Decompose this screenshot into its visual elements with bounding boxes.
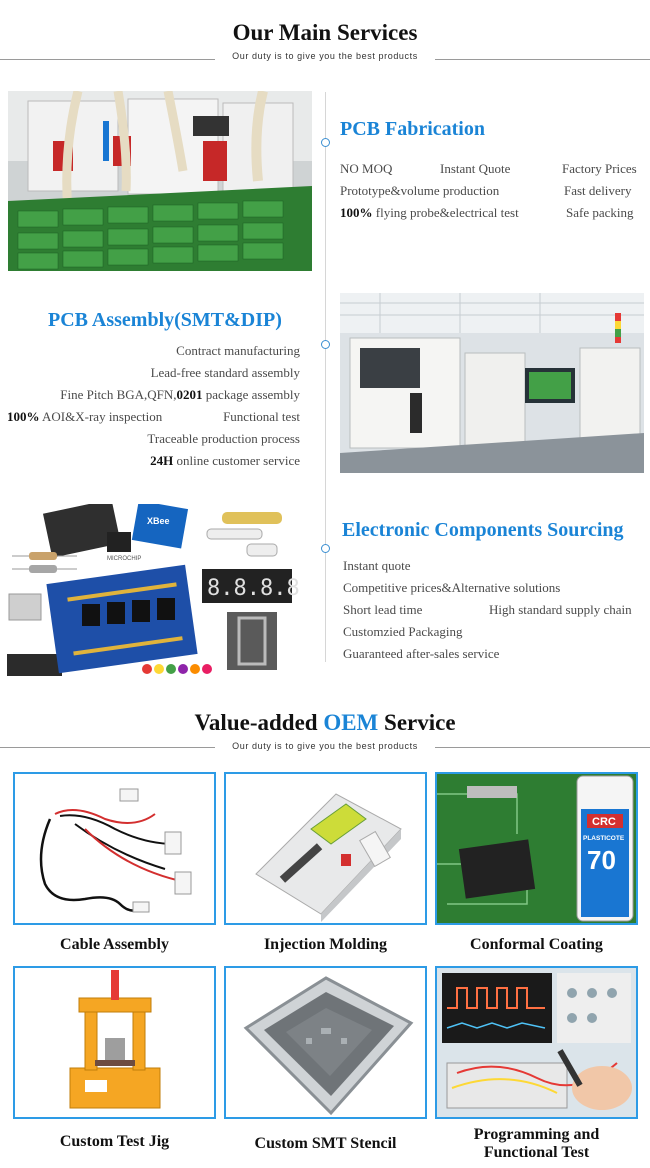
pcb-assembly-heading: PCB Assembly(SMT&DIP) bbox=[48, 309, 282, 332]
feature-aoi-xray: 100% AOI&X-ray inspection bbox=[7, 409, 163, 424]
pcb-assembly-photo bbox=[340, 293, 644, 473]
card-programming-functional-test-label: Programming and Functional Test bbox=[473, 1126, 600, 1161]
feature-flying-probe: 100% flying probe&electrical test bbox=[340, 205, 519, 220]
oem-subtitle: Our duty is to give you the best products bbox=[232, 741, 418, 751]
divider-right bbox=[435, 747, 650, 748]
timeline-line bbox=[325, 92, 326, 662]
can-product-label: PLASTICOTE bbox=[583, 835, 625, 842]
card-conformal-coating-label: Conformal Coating bbox=[470, 936, 603, 953]
feature-fine-pitch: Fine Pitch BGA,QFN,0201 package assembly bbox=[60, 387, 300, 402]
card-injection-molding[interactable] bbox=[224, 772, 427, 925]
card-cable-assembly-label: Cable Assembly bbox=[60, 936, 169, 953]
feature-24h-service: 24H online customer service bbox=[150, 453, 300, 468]
card-conformal-coating[interactable] bbox=[435, 772, 638, 925]
feature-customized-packaging: Customzied Packaging bbox=[343, 624, 463, 639]
xbee-label: XBee bbox=[147, 516, 170, 526]
feature-fast-delivery: Fast delivery bbox=[564, 183, 632, 198]
can-brand-label: CRC bbox=[592, 816, 616, 828]
timeline-dot bbox=[321, 340, 330, 349]
card-injection-molding-label: Injection Molding bbox=[263, 936, 388, 953]
divider-left bbox=[0, 747, 215, 748]
feature-competitive-prices: Competitive prices&Alternative solutions bbox=[343, 580, 561, 595]
feature-lead-free: Lead-free standard assembly bbox=[150, 365, 300, 380]
card-custom-test-jig-label: Custom Test Jig bbox=[59, 1133, 170, 1150]
can-number-label: 70 bbox=[587, 845, 616, 875]
feature-prototype-volume: Prototype&volume production bbox=[340, 183, 500, 198]
feature-no-moq: NO MOQ bbox=[340, 161, 393, 176]
feature-contract-manufacturing: Contract manufacturing bbox=[176, 343, 300, 358]
feature-traceable: Traceable production process bbox=[147, 431, 300, 446]
feature-supply-chain: High standard supply chain bbox=[489, 602, 632, 617]
feature-instant-quote: Instant Quote bbox=[440, 161, 511, 176]
components-photo bbox=[7, 504, 312, 686]
timeline-dot bbox=[321, 544, 330, 553]
card-custom-test-jig[interactable] bbox=[13, 966, 216, 1119]
feature-after-sales: Guaranteed after-sales service bbox=[343, 646, 500, 661]
feature-safe-packing: Safe packing bbox=[566, 205, 634, 220]
timeline-dot bbox=[321, 138, 330, 147]
oem-title: Value-added OEM Service bbox=[194, 710, 456, 735]
divider-right bbox=[435, 59, 650, 60]
card-cable-assembly[interactable] bbox=[13, 772, 216, 925]
card-programming-functional-test[interactable] bbox=[435, 966, 638, 1119]
card-custom-smt-stencil-label: Custom SMT Stencil bbox=[254, 1135, 397, 1152]
card-custom-smt-stencil[interactable] bbox=[224, 966, 427, 1119]
feature-factory-prices: Factory Prices bbox=[562, 161, 637, 176]
feature-instant-quote-components: Instant quote bbox=[343, 558, 411, 573]
seven-segment-display: 8.8.8.8 bbox=[207, 576, 300, 601]
services-subtitle: Our duty is to give you the best products bbox=[232, 51, 418, 61]
feature-functional-test: Functional test bbox=[223, 409, 300, 424]
chip-label: MICROCHIP bbox=[107, 556, 142, 562]
divider-left bbox=[0, 59, 215, 60]
components-heading: Electronic Components Sourcing bbox=[342, 519, 624, 542]
services-title: Our Main Services bbox=[232, 20, 418, 45]
feature-short-lead-time: Short lead time bbox=[343, 602, 423, 617]
pcb-fabrication-photo bbox=[8, 91, 312, 271]
pcb-fabrication-heading: PCB Fabrication bbox=[340, 118, 485, 141]
